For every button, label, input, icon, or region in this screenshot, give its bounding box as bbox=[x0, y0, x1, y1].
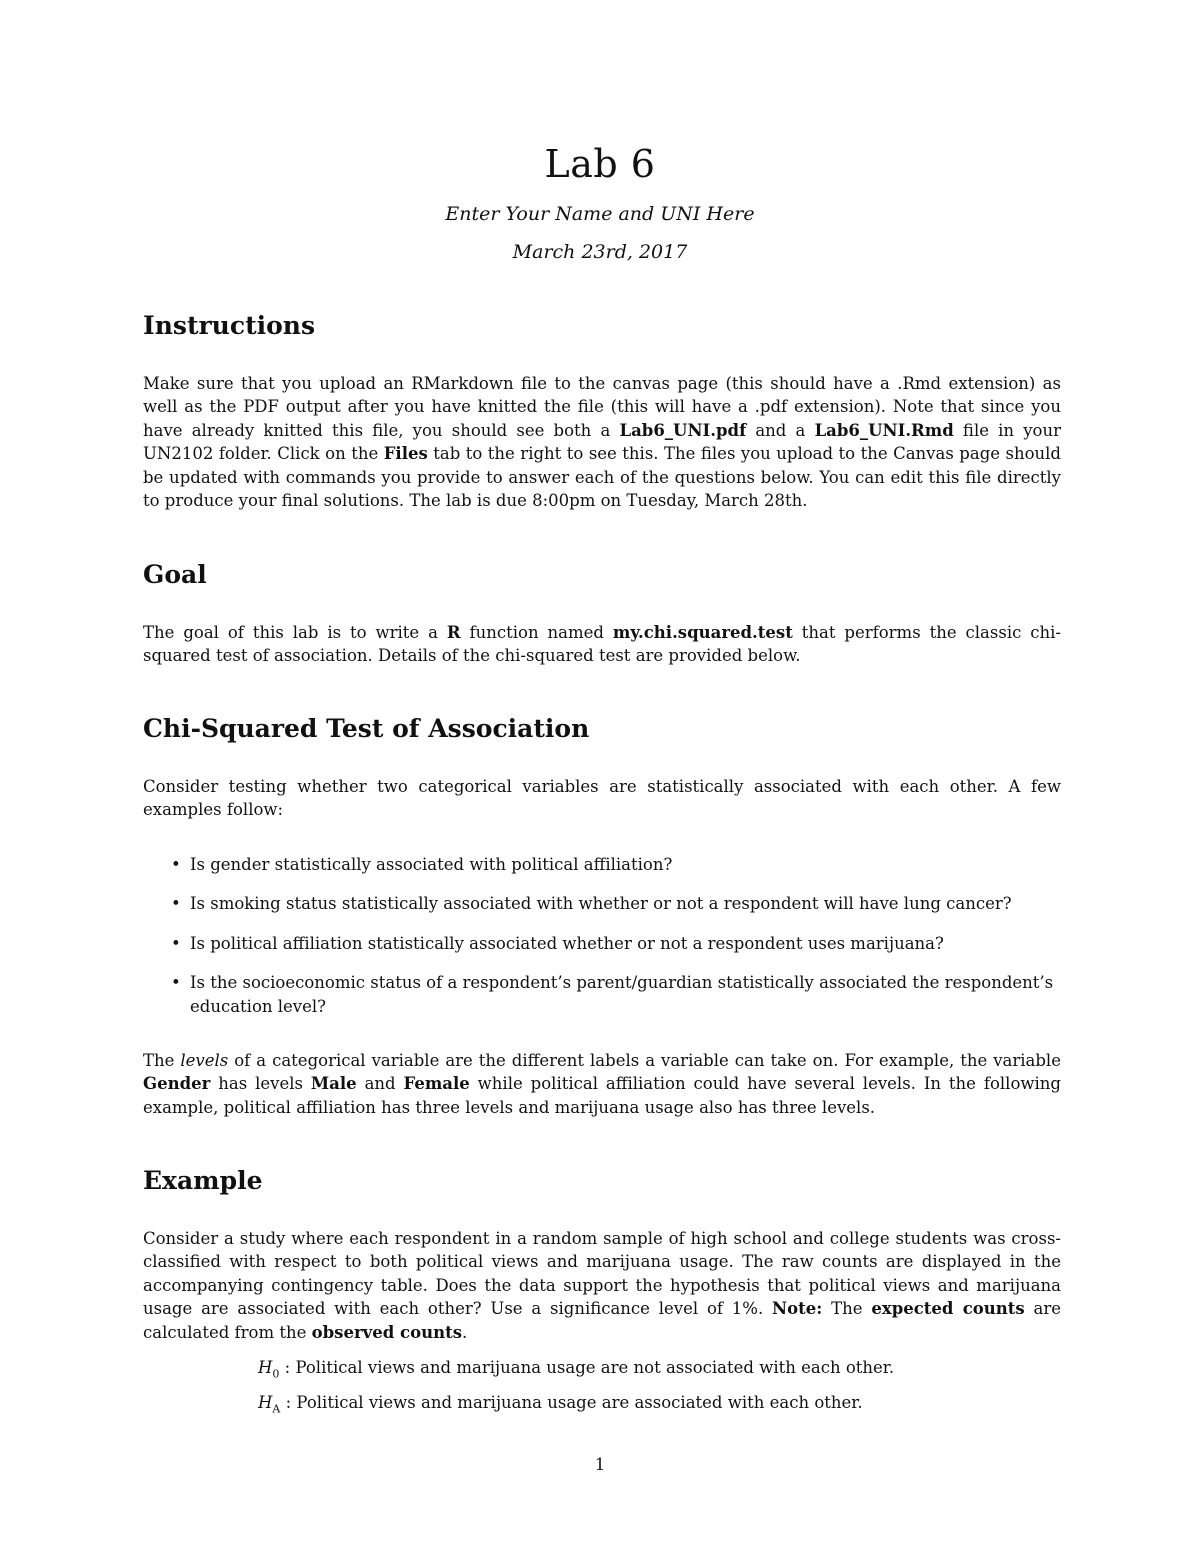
text-run: The bbox=[143, 1051, 181, 1070]
chi-intro-paragraph: Consider testing whether two categorical variables are statistically associated with each other. A few examples follow: bbox=[143, 777, 1061, 820]
list-item bbox=[143, 971, 1061, 1018]
instructions-paragraph bbox=[143, 372, 1061, 512]
text-run: . bbox=[462, 1322, 468, 1342]
text-run: file in your UN2102 folder. Click on the bbox=[143, 420, 1061, 464]
text-run: Make sure that you upload an RMarkdown file to the canvas page (this should have a .Rmd extension) as well as the PDF output after you have knitted the file (this will have a .pdf extension). Note that since you have already knitted this file, you should see both a bbox=[143, 374, 1061, 440]
example-paragraph bbox=[143, 1227, 1061, 1344]
text-run: and bbox=[356, 1074, 404, 1094]
hypothesis-text: : Political views and marijuana usage are associated with each other. bbox=[280, 1393, 863, 1412]
text-run: The goal of this lab is to write a bbox=[143, 623, 447, 642]
list-item-text: Is gender statistically associated with political affiliation? bbox=[190, 855, 673, 874]
male-level: Male bbox=[310, 1074, 357, 1094]
goal-paragraph bbox=[143, 621, 1061, 668]
language-name: R bbox=[446, 623, 461, 642]
text-run: that performs the classic chi-squared test of association. Details of the chi-squared test are provided below. bbox=[143, 623, 1061, 666]
page-number: 1 bbox=[594, 1455, 606, 1474]
list-item-text: Is the socioeconomic status of a respondent’s parent/guardian statistically associated the respondent’s education level? bbox=[190, 973, 1054, 1016]
hypothesis-subscript: 0 bbox=[272, 1367, 280, 1381]
goal-heading: Goal bbox=[143, 560, 207, 589]
gender-variable: Gender bbox=[143, 1074, 211, 1094]
list-item-text: Is smoking status statistically associated with whether or not a respondent will have lung cancer? bbox=[190, 894, 1012, 914]
list-item bbox=[143, 932, 1061, 955]
instructions-heading: Instructions bbox=[143, 311, 316, 340]
chi-squared-heading: Chi-Squared Test of Association bbox=[143, 714, 590, 743]
text-run: tab to the right to see this. The files you upload to the Canvas page should be updated with commands you provide to answer each of the questions below. You can edit this file directly to produce your final solutions. The lab is due 8:00pm on Tuesday, March 28th. bbox=[143, 444, 1061, 511]
hypothesis-symbol: H bbox=[258, 1393, 273, 1412]
date-line: March 23rd, 2017 bbox=[512, 241, 688, 263]
null-hypothesis bbox=[258, 1356, 894, 1386]
files-tab-name: Files bbox=[383, 444, 428, 464]
text-run: has levels bbox=[210, 1074, 311, 1094]
list-item-text: Is political affiliation statistically associated whether or not a respondent uses marijuana? bbox=[190, 933, 944, 953]
pdf-filename: Lab6_UNI.pdf bbox=[619, 420, 747, 440]
levels-term: levels bbox=[180, 1051, 229, 1070]
text-run: Consider a study where each respondent in a random sample of high school and college students was cross-classified with respect to both political views and marijuana usage. The raw counts are displayed in the accompanying contingency table. Does the data support the hypothesis that political views and marijuana usage are associated with each other? Use a significance level of 1%. bbox=[143, 1229, 1061, 1319]
list-item bbox=[143, 892, 1061, 915]
text-run: of a categorical variable are the different labels a variable can take on. For example, the variable bbox=[228, 1051, 1061, 1070]
text-run: while political affiliation could have several levels. In the following example, political affiliation has three levels and marijuana usage also has three levels. bbox=[143, 1074, 1061, 1117]
bullet-icon: • bbox=[171, 855, 181, 874]
bullet-icon: • bbox=[171, 894, 181, 914]
text-run: and a bbox=[746, 420, 815, 440]
hypothesis-text: : Political views and marijuana usage are not associated with each other. bbox=[279, 1358, 895, 1377]
bullet-icon: • bbox=[171, 973, 181, 993]
note-label: Note: bbox=[772, 1299, 823, 1319]
bullet-icon: • bbox=[171, 933, 181, 953]
author-line: Enter Your Name and UNI Here bbox=[445, 203, 755, 225]
examples-list bbox=[143, 853, 1061, 1034]
text-run: The bbox=[822, 1299, 872, 1319]
function-name: my.chi.squared.test bbox=[612, 623, 793, 642]
text-run: are calculated from the bbox=[143, 1299, 1061, 1342]
hypothesis-subscript: A bbox=[272, 1402, 281, 1416]
hypothesis-symbol: H bbox=[258, 1358, 273, 1377]
rmd-filename: Lab6_UNI.Rmd bbox=[814, 420, 954, 440]
levels-paragraph bbox=[143, 1049, 1061, 1119]
expected-counts-term: expected counts bbox=[871, 1299, 1025, 1319]
alternative-hypothesis bbox=[258, 1391, 863, 1421]
document-title: Lab 6 bbox=[544, 142, 656, 186]
female-level: Female bbox=[403, 1074, 470, 1094]
example-heading: Example bbox=[143, 1166, 263, 1195]
text-run: function named bbox=[460, 623, 613, 642]
observed-counts-term: observed counts bbox=[311, 1322, 462, 1342]
list-item bbox=[143, 853, 1061, 876]
